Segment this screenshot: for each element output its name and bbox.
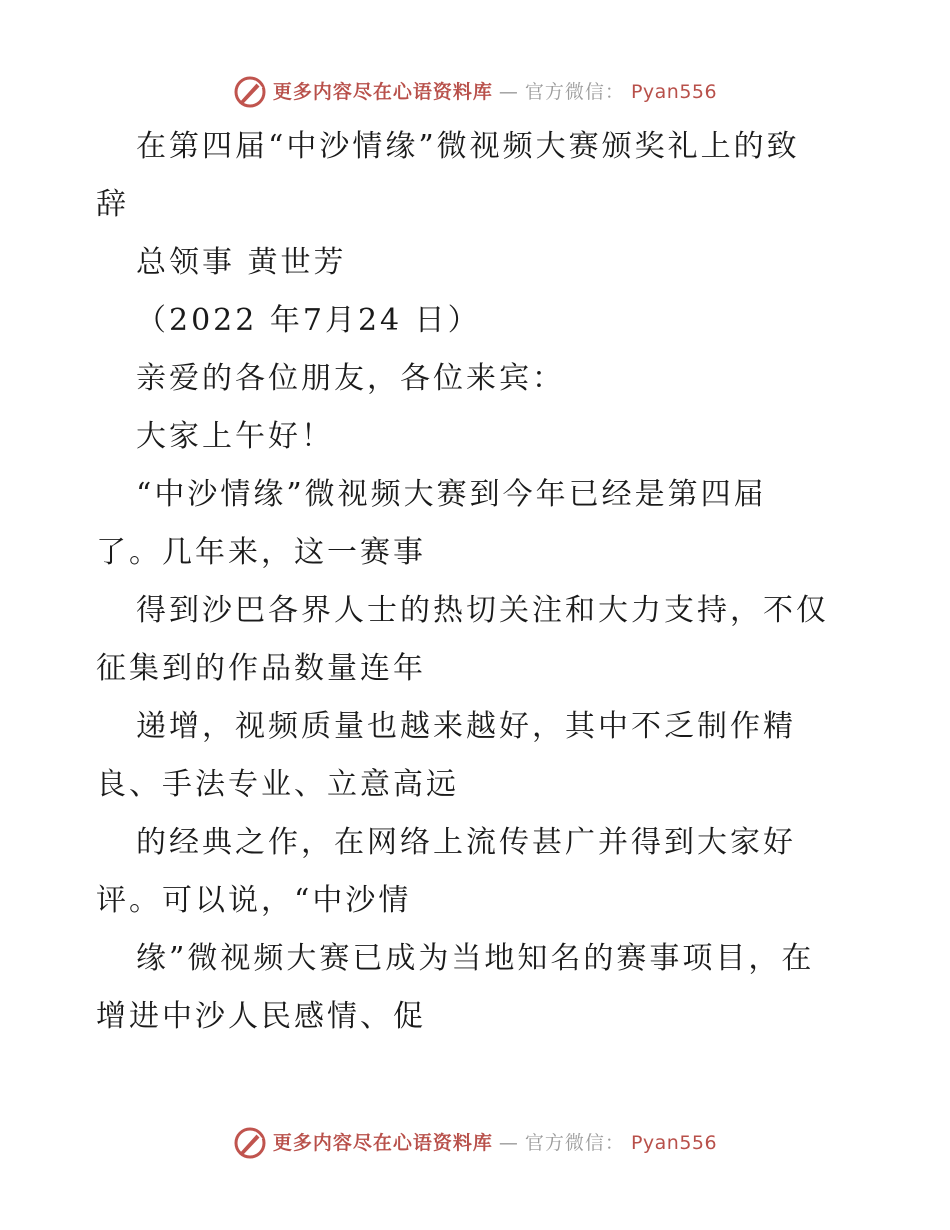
paragraph-line: 良、手法专业、立意高远 — [96, 767, 459, 802]
wechat-id: Pyan556 — [630, 81, 718, 103]
paragraph-line: 征集到的作品数量连年 — [96, 651, 426, 686]
footer-banner — [0, 1126, 950, 1160]
promo-text: 更多内容尽在心语资料库 — [272, 1132, 493, 1154]
salutation-line: 亲爱的各位朋友，各位来宾： — [136, 361, 565, 396]
paragraph-line: 评。可以说，“中沙情 — [96, 883, 412, 918]
wechat-id: Pyan556 — [630, 1132, 718, 1154]
paragraph-line: 了。几年来，这一赛事 — [96, 535, 426, 570]
official-wechat-label: 官方微信： — [524, 81, 625, 103]
document-body — [96, 118, 876, 1046]
greeting-line: 大家上午好！ — [136, 419, 334, 454]
title-line-1: 在第四届“中沙情缘”微视频大赛颁奖礼上的致 — [136, 129, 800, 164]
promo-text: 更多内容尽在心语资料库 — [272, 81, 493, 103]
quill-pen-logo-icon — [233, 75, 267, 109]
paragraph-line: 得到沙巴各界人士的热切关注和大力支持，不仅 — [136, 593, 829, 628]
banner-dash: — — [498, 1132, 519, 1154]
paragraph-line: “中沙情缘”微视频大赛到今年已经是第四届 — [136, 477, 767, 512]
banner-dash: — — [498, 81, 519, 103]
quill-pen-logo-icon — [233, 1126, 267, 1160]
date-line: （2022 年7月24 日） — [136, 303, 481, 338]
paragraph-line: 的经典之作，在网络上流传甚广并得到大家好 — [136, 825, 796, 860]
header-banner — [0, 75, 950, 109]
speaker-line: 总领事 黄世芳 — [136, 245, 347, 280]
title-line-2: 辞 — [96, 187, 129, 222]
paragraph-line: 递增，视频质量也越来越好，其中不乏制作精 — [136, 709, 796, 744]
official-wechat-label: 官方微信： — [524, 1132, 625, 1154]
paragraph-line: 增进中沙人民感情、促 — [96, 999, 426, 1034]
paragraph-line: 缘”微视频大赛已成为当地知名的赛事项目，在 — [136, 941, 815, 976]
